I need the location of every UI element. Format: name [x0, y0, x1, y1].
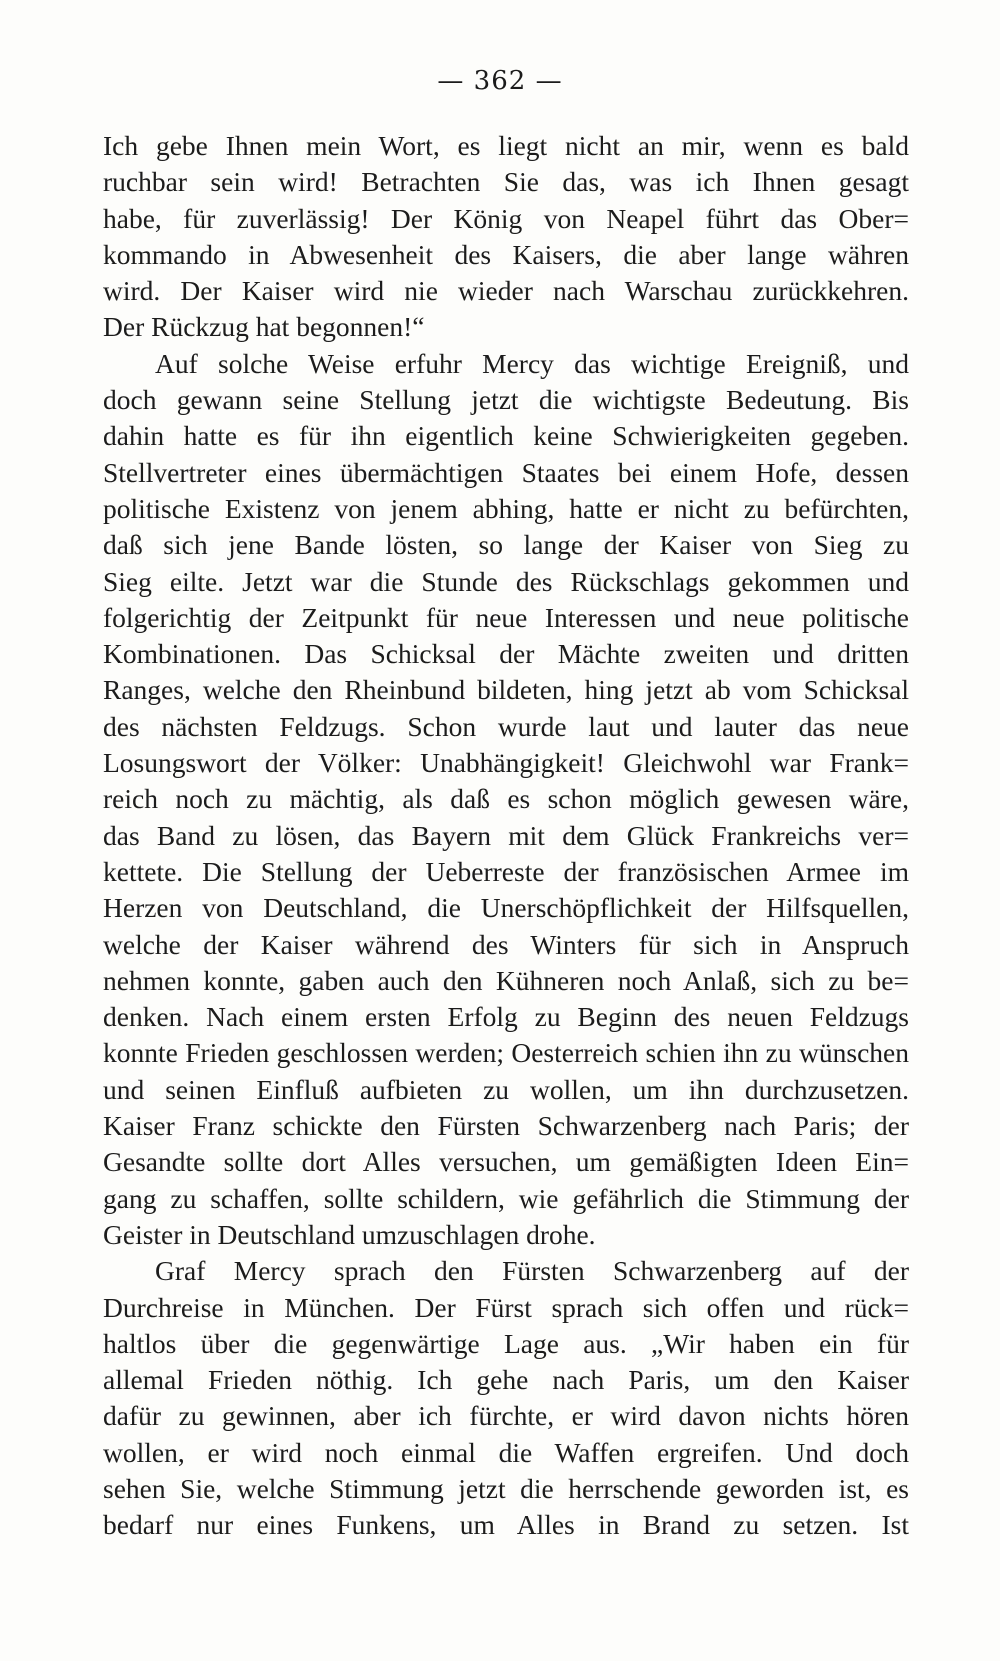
text-line: dahin hatte es für ihn eigentlich keine Schwierigkeiten gegeben.	[103, 420, 909, 452]
text-line: und seinen Einfluß aufbieten zu wollen, um ihn durchzusetzen.	[103, 1073, 909, 1105]
text-line: Kombinationen. Das Schicksal der Mächte zweiten und dritten	[103, 638, 909, 670]
text-line: Geister in Deutschland umzuschlagen drohe.	[103, 1218, 596, 1250]
text-line: sehen Sie, welche Stimmung jetzt die herrschende geworden ist, es	[103, 1472, 909, 1504]
text-line: haltlos über die gegenwärtige Lage aus. „Wir haben ein für	[103, 1327, 909, 1359]
text-line: Durchreise in München. Der Fürst sprach sich offen und rück=	[103, 1291, 909, 1323]
text-line: ruchbar sein wird! Betrachten Sie das, was ich Ihnen gesagt	[103, 166, 909, 198]
text-line: doch gewann seine Stellung jetzt die wichtigste Bedeutung. Bis	[103, 384, 909, 416]
text-line: konnte Frieden geschlossen werden; Oesterreich schien ihn zu wünschen	[103, 1037, 909, 1069]
text-line: Graf Mercy sprach den Fürsten Schwarzenberg auf der	[155, 1255, 909, 1287]
text-line: habe, für zuverlässig! Der König von Neapel führt das Ober=	[103, 202, 909, 234]
text-line: folgerichtig der Zeitpunkt für neue Interessen und neue politische	[103, 601, 909, 633]
text-line: denken. Nach einem ersten Erfolg zu Beginn des neuen Feldzugs	[103, 1001, 909, 1033]
text-line: reich noch zu mächtig, als daß es schon möglich gewesen wäre,	[103, 783, 909, 815]
text-line: politische Existenz von jenem abhing, hatte er nicht zu befürchten,	[103, 492, 909, 524]
text-line: welche der Kaiser während des Winters für sich in Anspruch	[103, 928, 909, 960]
text-line: Ich gebe Ihnen mein Wort, es liegt nicht an mir, wenn es bald	[103, 130, 909, 161]
text-line: Der Rückzug hat begonnen!“	[103, 311, 425, 343]
text-line: gang zu schaffen, sollte schildern, wie gefährlich die Stimmung der	[103, 1182, 909, 1214]
text-line: Losungswort der Völker: Unabhängigkeit! Gleichwohl war Frank=	[103, 747, 909, 779]
text-line: des nächsten Feldzugs. Schon wurde laut und lauter das neue	[103, 710, 909, 742]
text-line: kommando in Abwesenheit des Kaisers, die aber lange währen	[103, 238, 909, 270]
text-line: Stellvertreter eines übermächtigen Staates bei einem Hofe, dessen	[103, 456, 909, 488]
text-line: Auf solche Weise erfuhr Mercy das wichtige Ereigniß, und	[155, 347, 909, 379]
page-number: — 362 —	[437, 66, 563, 96]
text-line: Ranges, welche den Rheinbund bildeten, hing jetzt ab vom Schicksal	[103, 674, 909, 706]
text-line: Gesandte sollte dort Alles versuchen, um gemäßigten Ideen Ein=	[103, 1146, 909, 1178]
text-line: bedarf nur eines Funkens, um Alles in Brand zu setzen. Ist	[103, 1509, 909, 1541]
text-line: daß sich jene Bande lösten, so lange der Kaiser von Sieg zu	[103, 529, 909, 561]
text-line: dafür zu gewinnen, aber ich fürchte, er wird davon nichts hören	[103, 1400, 909, 1432]
text-line: wird. Der Kaiser wird nie wieder nach Warschau zurückkehren.	[103, 275, 909, 307]
text-line: Herzen von Deutschland, die Unerschöpflichkeit der Hilfsquellen,	[103, 892, 909, 924]
text-line: das Band zu lösen, das Bayern mit dem Glück Frankreichs ver=	[103, 819, 909, 851]
text-line: nehmen konnte, gaben auch den Kühneren noch Anlaß, sich zu be=	[103, 964, 909, 996]
body-text	[103, 128, 909, 1544]
text-line: Sieg eilte. Jetzt war die Stunde des Rückschlags gekommen und	[103, 565, 909, 597]
text-line: wollen, er wird noch einmal die Waffen ergreifen. Und doch	[103, 1436, 909, 1468]
text-line: kettete. Die Stellung der Ueberreste der französischen Armee im	[103, 855, 909, 887]
text-line: Kaiser Franz schickte den Fürsten Schwarzenberg nach Paris; der	[103, 1110, 909, 1142]
text-line: allemal Frieden nöthig. Ich gehe nach Paris, um den Kaiser	[103, 1364, 909, 1396]
